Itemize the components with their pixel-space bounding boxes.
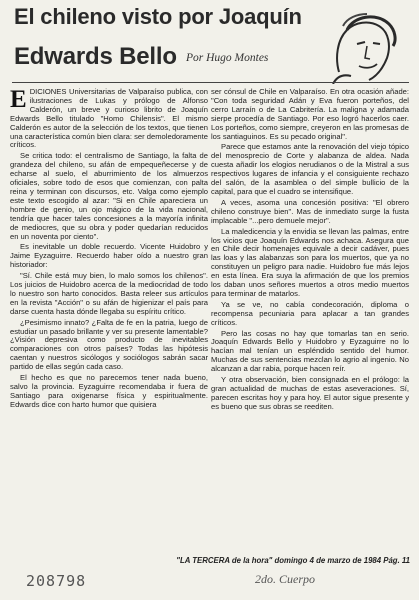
- article-title-line2: Edwards Bello: [14, 43, 177, 70]
- handwritten-archive-number: 208798: [26, 572, 87, 590]
- paragraph: Y otra observación, bien consignada en el prólogo: la gran actualidad de muchas de estas aseveraciones. Sí, parecen escritas hoy y para hoy. El autor sigue presente y es bueno que sus obras se reediten.: [211, 375, 409, 411]
- paragraph: Se critica todo: el centralismo de Santiago, la falta de grandeza del chileno, su afán de empequeñecerse y de echarse al suelo, el aburrimiento de los almuerzos oficiales, sobre todo de esos que comienzan, con palta reina y terminan con discursos, etc. Valga como ejemplo este texto escogido al azar: "Si en Chile apareciera un hombre de genio, un ojo mágico de la vida nacional, tendría que hacer tales concesiones a la mayoría infinita de mediocres, que su obra y poder quedarían reducidos en un noventa por ciento".: [10, 151, 208, 241]
- paragraph: ser cónsul de Chile en Valparaíso. En otra ocasión añade: "Con toda seguridad Adán y Eva fueron porteños, del cerro Larraín o de La Cabritería. La maligna y adamada sierpe procedía de Santiago. Por eso logró hacerlos caer. Los porteños, como siempre, creyeron en las promesas de los santiaguinos. Es su pecado original".: [211, 87, 409, 141]
- paragraph: A veces, asoma una concesión positiva: "El obrero chileno construye bien". Mas de inmediato surge la fusta implacable "...pero demuele mejor".: [211, 197, 409, 225]
- paragraph: Es inevitable un doble recuerdo. Vicente Huidobro y Jaime Eyzaguirre. Recuerdo haber oído a nuestro gran historiador:: [10, 242, 208, 270]
- paragraph: Parece que estamos ante la renovación del viejo tópico del menosprecio de Corte y alabanza de aldea. Nada cuesta añadir los elogios nerudianos o de la Mistral a sus respectivos lugares de infancia y el consiguiente rechazo del salón, de la asamblea o del simple bullicio de la capital, para que el cuadro se intensifique.: [211, 142, 409, 196]
- article-title-line1: El chileno visto por Joaquín: [14, 4, 302, 29]
- paragraph: El hecho es que no parecemos tener nada bueno, salvo la provincia. Eyzaguirre recomendaba ir fuera de Santiago para oxigenarse física y espiritualmente. Edwards dice con harto humor que quisiera: [10, 373, 208, 409]
- right-column: [211, 88, 409, 414]
- header-divider: [12, 82, 409, 83]
- author-portrait-sketch-icon: [317, 6, 403, 84]
- handwritten-edition-note: 2do. Cuerpo: [255, 572, 315, 586]
- paragraph: La maledicencia y la envidia se llevan las palmas, entre los vicios que Joaquín Edwards nos achaca. Asegura que en Chile decir homenajes equivale a decir cadáver, pues las loas y las alabanzas son para los muertos, que ya no constituyen un peligro para nadie. Huidobro fue más lejos en esta línea. Era suya la afirmación de que los premios los daban unos señores muertos a otros medio muertos para terminar de matarlos.: [211, 226, 409, 298]
- left-column: [10, 88, 208, 412]
- paragraph: "Sí. Chile está muy bien, lo malo somos los chilenos". Los juicios de Huidobro acerca de la mediocridad de todo lo nuestro son harto conocidos. Basta releer sus artículos en la revista "Acción" o su afán de higienizar el país para darse cuenta hasta dónde llegaba su espíritu crítico.: [10, 271, 208, 316]
- paragraph: Pero las cosas no hay que tomarlas tan en serio. Joaquín Edwards Bello y Huidobro y Eyzaguirre no lo hacían mal tenían un espléndido sentido del humor. Muchas de sus sentencias mezclan lo agrio al ingenio. No alcanzan a dar rabia, porque hacen reír.: [211, 328, 409, 374]
- paragraph: [10, 88, 208, 150]
- paragraph: ¿Pesimismo innato? ¿Falta de fe en la patria, luego de estudiar un pasado brillante y ver su presente lamentable? ¿Visión depresiva como producto de inevitables comparaciones con otros países? Todas las hipótesis caentan y nuestros sicólogos y sociólogos sabrán sacar partido de ellas según cada caso.: [10, 317, 208, 372]
- source-citation: "LA TERCERA de la hora" domingo 4 de marzo de 1984 Pág. 11: [176, 556, 410, 565]
- drop-cap: E: [10, 86, 27, 113]
- paragraph: Ya se ve, no cabía condecoración, diploma o recompensa pecuniaria para aplacar a tan grandes críticos.: [211, 299, 409, 327]
- paragraph-text: DICIONES Universitarias de Valparaíso publica, con ilustraciones de Lukas y prólogo de Alfonso Calderón, un breve y curioso librito de Joaquín Edwards Bello titulado "Homo Chilensis". El mismo Calderón es autor de la selección de los textos, que tienen una característica común bien clara: ser demoledoramente críticos.: [10, 87, 208, 150]
- article-byline: Por Hugo Montes: [186, 52, 269, 64]
